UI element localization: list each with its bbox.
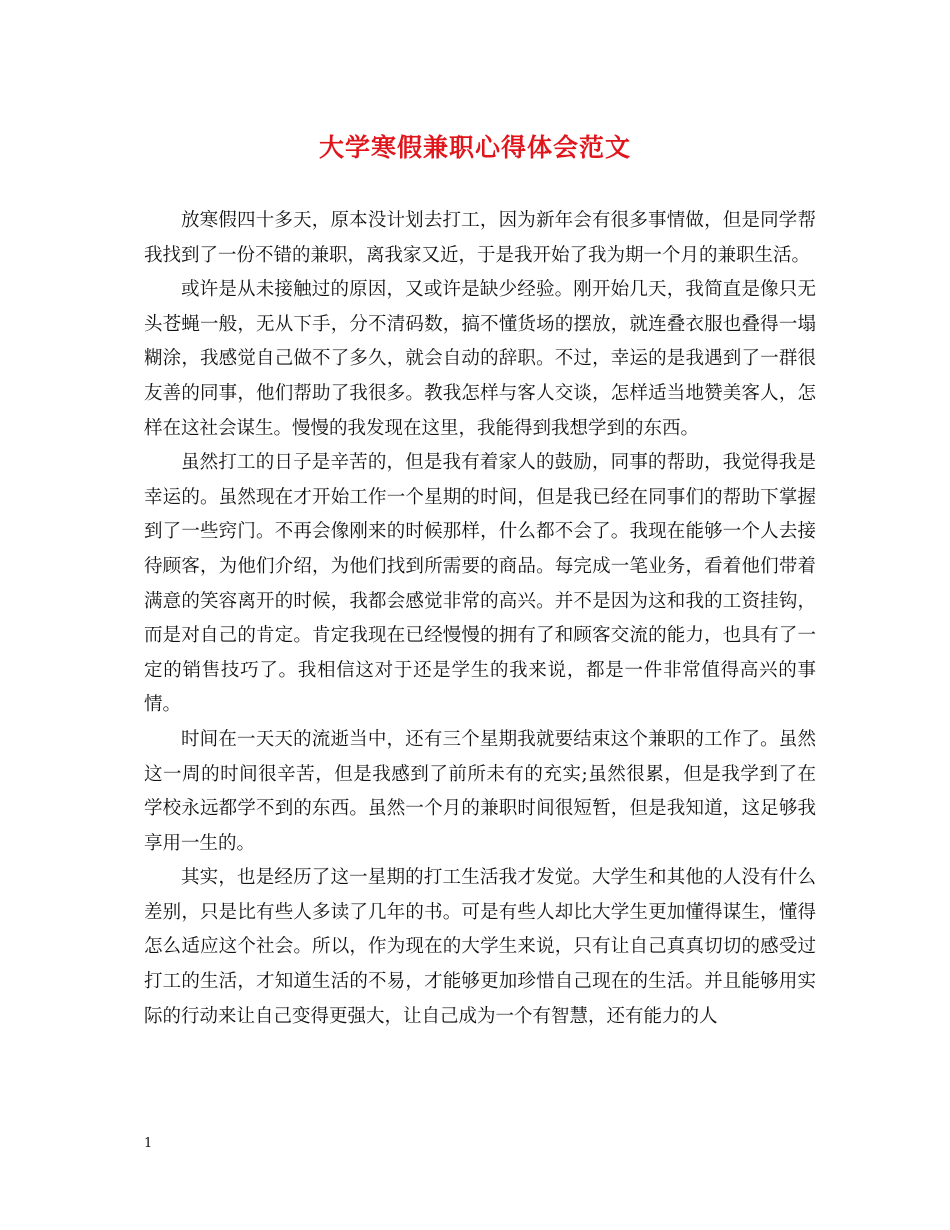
paragraph-5: 其实，也是经历了这一星期的打工生活我才发觉。大学生和其他的人没有什么差别，只是比有些人多读了几年的书。可是有些人却比大学生更加懂得谋生，懂得怎么适应这个社会。所以，作为现在的大学生来说，只有让自己真真切切的感受过打工的生活，才知道生活的不易，才能够更加珍惜自己现在的生活。并且能够用实际的行动来让自己变得更强大，让自己成为一个有智慧，还有能力的人 xyxy=(144,867,816,1027)
paragraph-3: 虽然打工的日子是辛苦的，但是我有着家人的鼓励，同事的帮助，我觉得我是幸运的。虽然现在才开始工作一个星期的时间，但是我已经在同事们的帮助下掌握到了一些窍门。不再会像刚来的时候那样，什么都不会了。我现在能够一个人去接待顾客，为他们介绍，为他们找到所需要的商品。每完成一笔业务，看着他们带着满意的笑容离开的时候，我都会感觉非常的高兴。并不是因为这和我的工资挂钩，而是对自己的肯定。肯定我现在已经慢慢的拥有了和顾客交流的能力，也具有了一定的销售技巧了。我相信这对于还是学生的我来说，都是一件非常值得高兴的事情。 xyxy=(144,452,816,716)
paragraph-4: 时间在一天天的流逝当中，还有三个星期我就要结束这个兼职的工作了。虽然这一周的时间很辛苦，但是我感到了前所未有的充实;虽然很累，但是我学到了在学校永远都学不到的东西。虽然一个月的兼职时间很短暂，但是我知道，这足够我享用一生的。 xyxy=(144,728,816,854)
document-body xyxy=(144,204,816,1034)
page-number: 1 xyxy=(144,1136,153,1151)
paragraph-1: 放寒假四十多天，原本没计划去打工，因为新年会有很多事情做，但是同学帮我找到了一份不错的兼职，离我家又近，于是我开始了我为期一个月的兼职生活。 xyxy=(144,210,816,266)
document-title: 大学寒假兼职心得体会范文 xyxy=(318,133,631,162)
paragraph-2: 或许是从未接触过的原因，又或许是缺少经验。刚开始几天，我简直是像只无头苍蝇一般，无从下手，分不清码数，搞不懂货场的摆放，就连叠衣服也叠得一塌糊涂，我感觉自己做不了多久，就会自动的辞职。不过，幸运的是我遇到了一群很友善的同事，他们帮助了我很多。教我怎样与客人交谈，怎样适当地赞美客人，怎样在这社会谋生。慢慢的我发现在这里，我能得到我想学到的东西。 xyxy=(144,279,816,439)
